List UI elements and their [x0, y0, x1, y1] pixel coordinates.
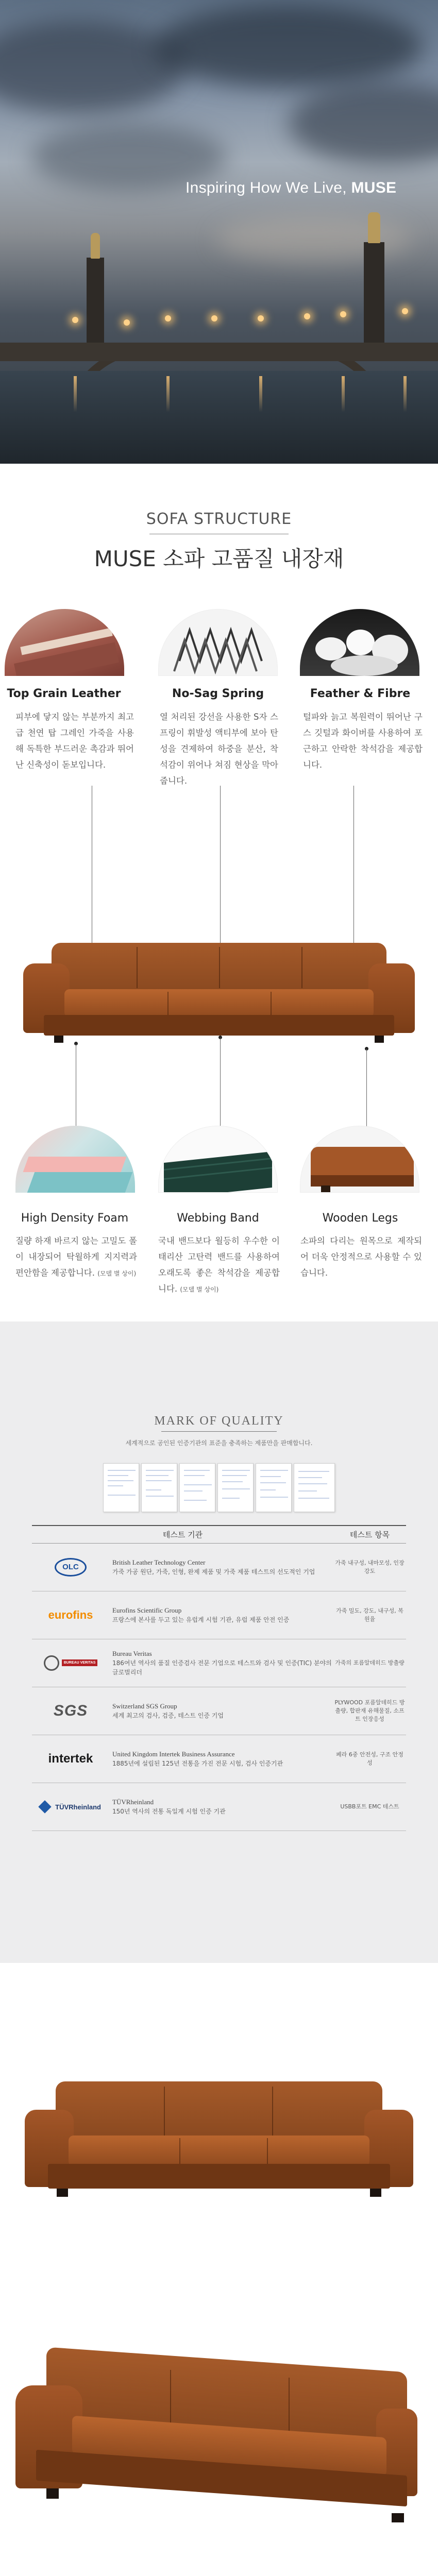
feature-desc-no-sag-spring: 열 처리된 강선을 사용한 S자 스프링이 휘발성 액티부에 보아 탄성을 견제하여 하중을 분산, 착석감이 위어나 쳐짐 현상을 막아 줍니다.	[160, 712, 278, 786]
table-cell-items: 가죽의 포름알데히드 방출량	[333, 1639, 406, 1687]
column-header-items: 테스트 항목	[333, 1526, 406, 1543]
structure-title-en: SOFA STRUCTURE	[146, 510, 292, 528]
org-name-en: Switzerland SGS Group	[112, 1702, 177, 1710]
org-description: 세계 최고의 검사, 검증, 테스트 인증 기업	[112, 1711, 224, 1719]
hero-slogan-brand: MUSE	[351, 179, 397, 196]
certificate-document	[103, 1463, 139, 1512]
quality-title-rule	[161, 1431, 277, 1432]
certificate-gallery	[103, 1458, 335, 1517]
quality-title: MARK OF QUALITY	[154, 1414, 284, 1428]
bureau-veritas-logo: BUREAU VERITAS	[32, 1639, 109, 1687]
sofa-front-view-image	[25, 2081, 413, 2202]
table-cell-org	[109, 1687, 333, 1735]
feature-title-wooden-legs: Wooden Legs	[322, 1212, 398, 1225]
org-description: 186여년 역사의 품질 인증검사 전문 기업으로 테스트와 검사 및 인증(TIC) 분야의 글로벌리더	[112, 1659, 332, 1676]
table-row	[32, 1783, 406, 1831]
table-row	[32, 1735, 406, 1783]
table-cell-org	[109, 1783, 333, 1831]
top-grain-leather-image	[5, 609, 124, 676]
bridge-deck	[0, 343, 438, 361]
structure-title-ko: MUSE 소파 고품질 내장재	[94, 546, 344, 571]
blc-logo: OLC	[32, 1543, 109, 1591]
certificate-document	[256, 1463, 292, 1512]
feature-desc-text: 국내 밴드보다 월등히 우수한 이태리산 고탄력 밴드를 사용하여 오래도록 좋은 착석감을 제공합니다.	[158, 1236, 280, 1294]
intertek-logo: intertek	[32, 1735, 109, 1783]
table-cell-org	[109, 1591, 333, 1639]
structure-sofa-image	[23, 943, 415, 1051]
feature-desc-webbing-band	[158, 1233, 280, 1298]
org-description: 프랑스에 본사를 두고 있는 유럽계 시험 기관, 유럽 제품 안전 인증	[112, 1616, 290, 1623]
table-row	[32, 1543, 406, 1591]
table-cell-org	[109, 1639, 333, 1687]
table-cell-items: 가죽 내구성, 내마모성, 인장강도	[333, 1543, 406, 1591]
quality-table	[32, 1525, 406, 1831]
org-description: 1885년에 설립된 125년 전통을 가진 전문 시험, 검사 인증기관	[112, 1759, 283, 1767]
feather-fibre-image	[300, 609, 419, 676]
feature-title-top-grain-leather: Top Grain Leather	[7, 687, 121, 700]
river	[0, 371, 438, 464]
feature-desc-feather-fibre: 털파와 늙고 복원력이 뛰어난 구스 깃털과 화이버를 사용하여 포근하고 안락한 착석감을 제공합니다.	[303, 712, 423, 770]
hero-slogan	[186, 179, 396, 197]
table-cell-items: USBB포트 EMC 테스트	[333, 1783, 406, 1831]
sgs-logo: SGS	[32, 1687, 109, 1735]
table-row	[32, 1639, 406, 1687]
feature-title-no-sag-spring: No-Sag Spring	[172, 687, 264, 700]
feature-title-high-density-foam: High Density Foam	[21, 1212, 129, 1225]
webbing-band-image	[158, 1126, 278, 1193]
wooden-legs-image	[300, 1126, 419, 1193]
table-cell-items: 가죽 밀도, 강도, 내구성, 복원율	[333, 1591, 406, 1639]
org-description: 150년 역사의 전통 독일계 시험 인증 기관	[112, 1807, 226, 1815]
org-name-en: TÜVRheinland	[112, 1798, 154, 1806]
hero-banner	[0, 0, 438, 464]
org-name-en: British Leather Technology Center	[112, 1558, 206, 1566]
connector-line	[220, 1038, 221, 1126]
feature-note: (모델 별 상이)	[180, 1286, 219, 1293]
eurofins-logo: eurofins	[32, 1591, 109, 1639]
table-cell-org	[109, 1735, 333, 1783]
no-sag-spring-image	[158, 609, 278, 676]
connector-line	[353, 786, 354, 945]
table-cell-items: 페라 6중 안전성, 구조 안정성	[333, 1735, 406, 1783]
certificate-document	[179, 1463, 215, 1512]
connector-line	[366, 1049, 367, 1126]
table-cell-org	[109, 1543, 333, 1591]
org-name-en: Eurofins Scientific Group	[112, 1606, 182, 1614]
certificate-document	[141, 1463, 177, 1512]
feature-desc-wooden-legs: 소파의 다리는 원목으로 제작되어 더욱 안정적으로 사용할 수 있습니다.	[300, 1236, 422, 1278]
table-row	[32, 1591, 406, 1639]
feature-desc-text: 질량 하재 바르지 않는 고밀도 폴이 내장되어 탁월하게 지지력과 편안함을 제공합니다.	[15, 1236, 137, 1278]
feature-title-webbing-band: Webbing Band	[177, 1212, 259, 1225]
certificate-document	[294, 1463, 335, 1512]
feature-title-feather-fibre: Feather & Fibre	[310, 687, 411, 700]
hero-slogan-light: Inspiring How We Live,	[186, 179, 347, 196]
quality-subtitle: 세계적으로 공인된 인증기관의 표준을 충족하는 제품만을 판매합니다.	[125, 1439, 313, 1447]
certificate-document	[217, 1463, 254, 1512]
org-description: 가죽 가공 원단, 가죽, 인형, 완제 제품 및 가죽 제품 테스트의 선도적인 기업	[112, 1568, 315, 1575]
feature-desc-high-density-foam	[15, 1233, 137, 1282]
org-name-en: Bureau Veritas	[112, 1649, 152, 1657]
sofa-angled-view-image	[15, 2349, 428, 2524]
high-density-foam-image	[15, 1126, 135, 1193]
org-name-en: United Kingdom Intertek Business Assurance	[112, 1750, 235, 1758]
quality-table-header	[32, 1526, 406, 1543]
feature-note: (모델 별 상이)	[97, 1270, 137, 1277]
tuv-rheinland-logo: TÜVRheinland	[32, 1783, 109, 1831]
table-row	[32, 1687, 406, 1735]
column-header-org: 테스트 기관	[32, 1526, 333, 1543]
table-cell-items: PLYWOOD 포름알데히드 방출량, 합판재 유해물질, 소프트 인장응성	[333, 1687, 406, 1735]
feature-desc-top-grain-leather: 피부에 닿지 않는 부분까지 최고급 천연 탑 그레인 가죽을 사용해 독특한 부드러운 촉감과 뛰어난 신축성이 돋보입니다.	[15, 712, 134, 770]
